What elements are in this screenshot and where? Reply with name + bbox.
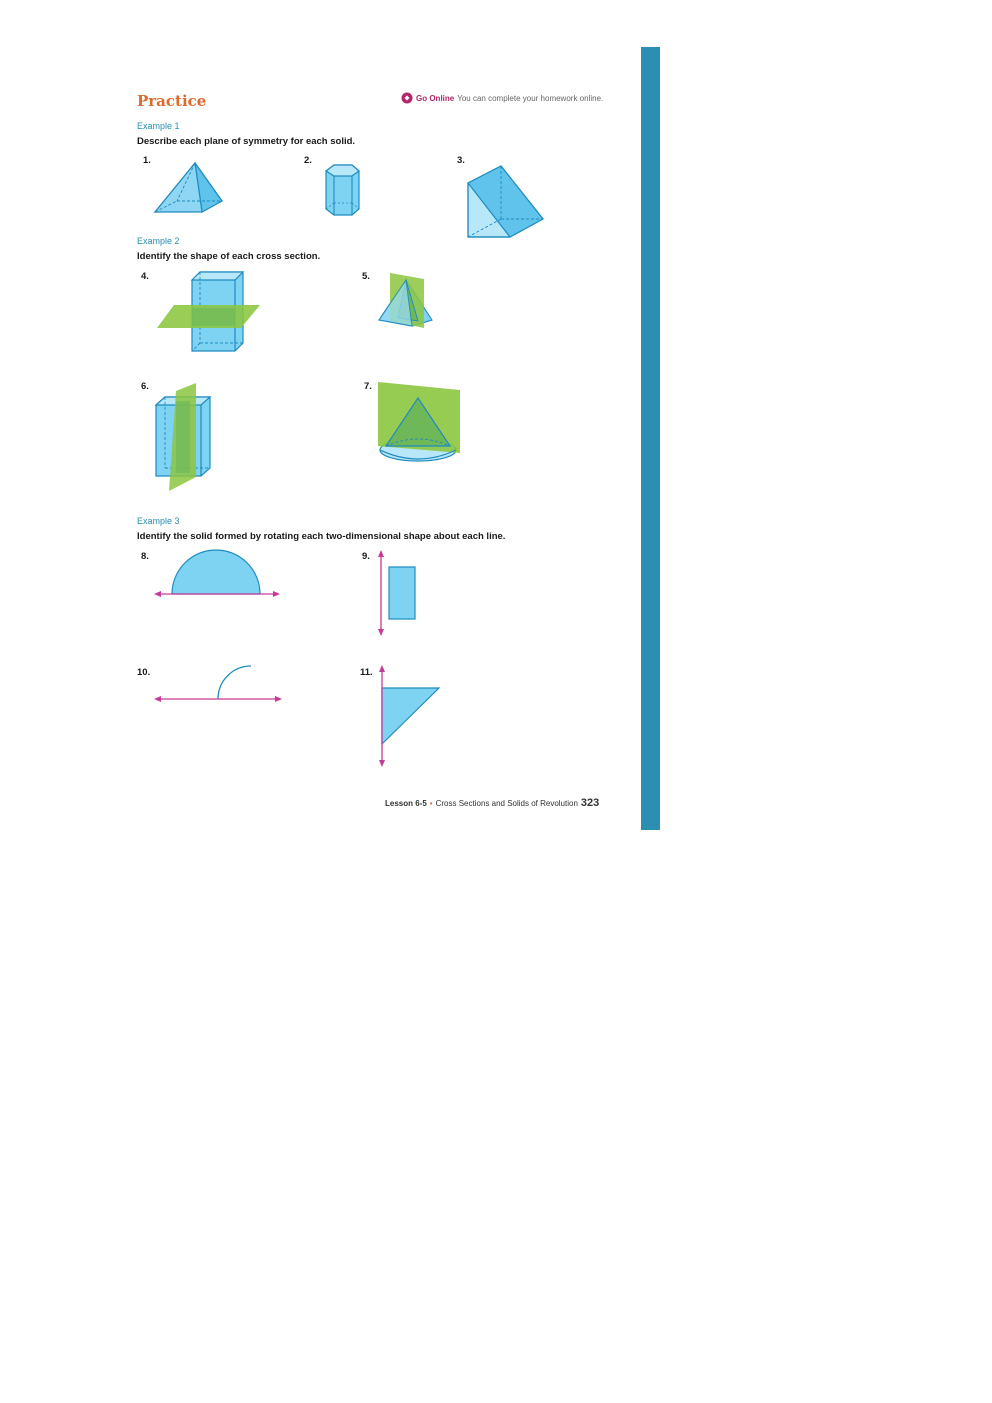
go-online-note[interactable] [401, 92, 603, 104]
pyramid-vertical-cross-section-figure [376, 270, 436, 330]
rectangle-rotation-figure [375, 548, 421, 638]
problem-number: 8. [141, 551, 149, 562]
example-2-heading: Example 2 [137, 236, 180, 246]
arc-rotation-figure [152, 662, 284, 707]
footer-lesson: Lesson 6-5 [385, 799, 427, 808]
problem-number: 9. [362, 551, 370, 562]
page-footer [385, 797, 599, 809]
go-online-label[interactable]: Go Online [416, 93, 455, 103]
footer-separator: • [429, 799, 433, 808]
example-1-instruction: Describe each plane of symmetry for each solid. [137, 136, 356, 147]
problem-number: 5. [362, 271, 370, 282]
problem-number: 7. [364, 381, 372, 392]
page-number: 323 [580, 797, 600, 809]
page-title: Practice [137, 92, 207, 110]
footer-topic: Cross Sections and Solids of Revolution [435, 799, 578, 808]
triangular-prism-figure [465, 163, 547, 241]
triangle-rotation-figure [375, 663, 445, 769]
problem-number: 1. [143, 155, 151, 166]
prism-vertical-cross-section-figure [153, 381, 215, 493]
example-2-instruction: Identify the shape of each cross section. [137, 251, 321, 262]
go-online-icon [401, 92, 413, 104]
cone-vertical-cross-section-figure [376, 380, 464, 464]
problem-number: 10. [137, 667, 151, 678]
prism-horizontal-cross-section-figure [156, 270, 262, 354]
problem-number: 6. [141, 381, 149, 392]
problem-number: 4. [141, 271, 149, 282]
problem-number: 3. [457, 155, 465, 166]
example-3-instruction: Identify the solid formed by rotating each two-dimensional shape about each line. [137, 531, 506, 542]
hexagonal-prism-figure [322, 163, 364, 218]
semicircle-rotation-figure [152, 547, 282, 602]
square-pyramid-figure [150, 160, 230, 220]
page-edge-bar [641, 47, 660, 830]
example-1-heading: Example 1 [137, 121, 180, 131]
example-3-heading: Example 3 [137, 516, 180, 526]
problem-number: 2. [304, 155, 312, 166]
go-online-text: You can complete your homework online. [457, 93, 604, 103]
problem-number: 11. [360, 667, 373, 678]
